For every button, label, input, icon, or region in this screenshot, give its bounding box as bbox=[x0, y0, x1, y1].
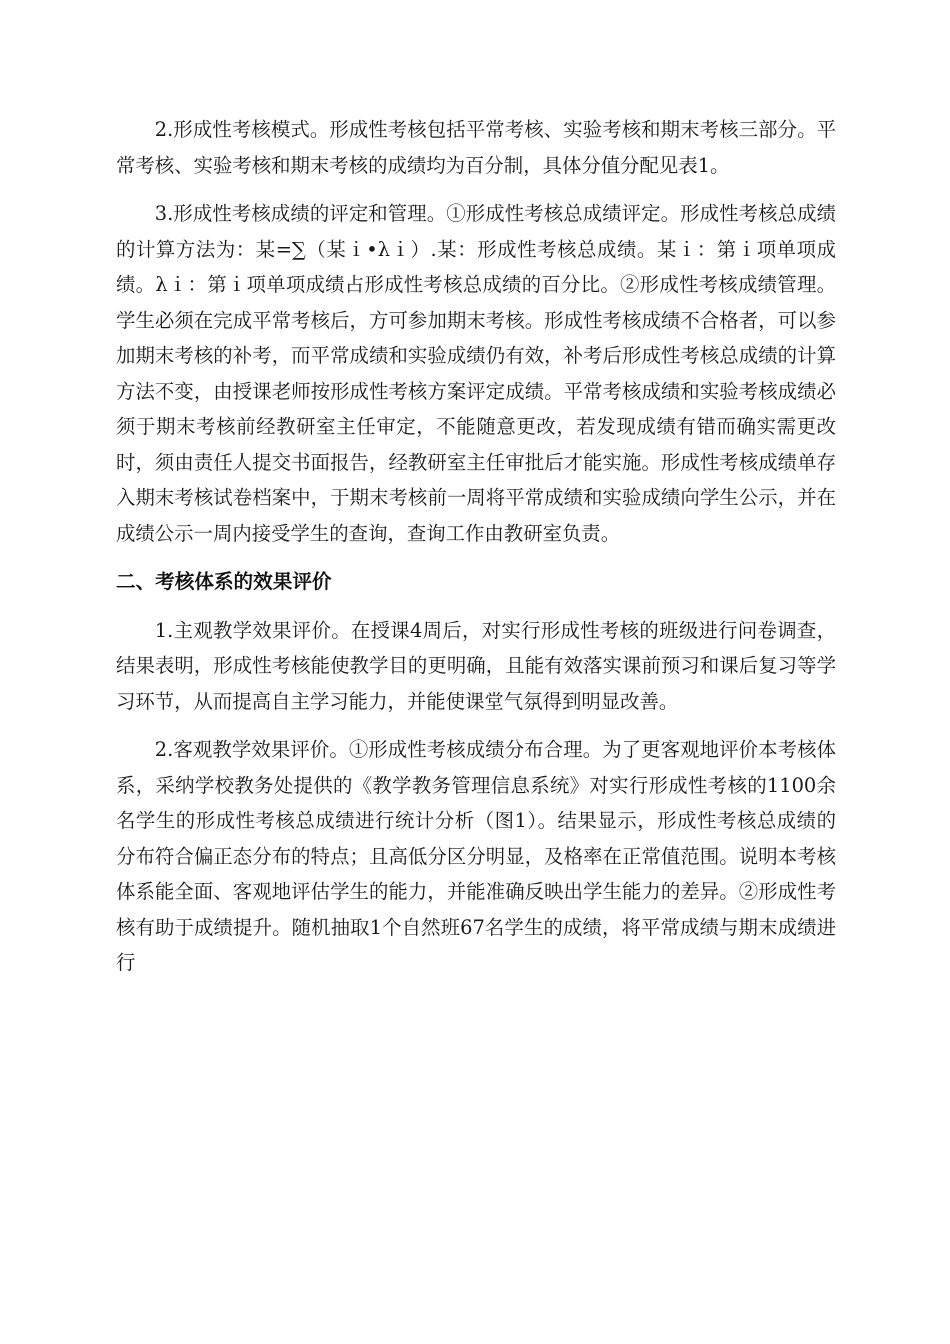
section-heading: 二、考核体系的效果评价 bbox=[116, 570, 332, 593]
paragraph-subjective-evaluation: 1.主观教学效果评价。在授课4周后，对实行形成性考核的班级进行问卷调查，结果表明，形成性考核能使教学目的更明确，且能有效落实课前预习和课后复习等学习环节，从而提高自主学习能力，并能使课堂气氛得到明显改善。 bbox=[116, 618, 836, 713]
paragraph-grade-evaluation: 3.形成性考核成绩的评定和管理。①形成性考核总成绩评定。形成性考核总成绩的计算方法为：某=∑（某ｉ•λｉ）.某：形成性考核总成绩。某ｉ：第ｉ项单项成绩。λｉ：第ｉ项单项成绩占形成性考核总成绩的百分比。②形成性考核成绩管理。学生必须在完成平常考核后，方可参加期末考核。形成性考核成绩不合格者，可以参加期末考核的补考，而平常成绩和实验成绩仍有效，补考后形成性考核总成绩的计算方法不变，由授课老师按形成性考核方案评定成绩。平常考核成绩和实验考核成绩必须于期末考核前经教研室主任审定，不能随意更改，若发现成绩有错而确实需更改时，须由责任人提交书面报告，经教研室主任审批后才能实施。形成性考核成绩单存入期末考核试卷档案中，于期末考核前一周将平常成绩和实验成绩向学生公示，并在成绩公示一周内接受学生的查询，查询工作由教研室负责。 bbox=[116, 202, 836, 545]
paragraph-objective-evaluation: 2.客观教学效果评价。①形成性考核成绩分布合理。为了更客观地评价本考核体系，采纳学校教务处提供的《教学教务管理信息系统》对实行形成性考核的1100余名学生的形成性考核总成绩进行统计分析（图1）。结果显示，形成性考核总成绩的分布符合偏正态分布的特点；且高低分区分明显，及格率在正常值范围。说明本考核体系能全面、客观地评估学生的能力，并能准确反映出学生能力的差异。②形成性考核有助于成绩提升。随机抽取1个自然班67名学生的成绩，将平常成绩与期末成绩进行 bbox=[116, 738, 836, 974]
document-body bbox=[116, 112, 836, 981]
paragraph-assessment-mode: 2.形成性考核模式。形成性考核包括平常考核、实验考核和期末考核三部分。平常考核、实验考核和期末考核的成绩均为百分制，具体分值分配见表1。 bbox=[116, 118, 836, 177]
